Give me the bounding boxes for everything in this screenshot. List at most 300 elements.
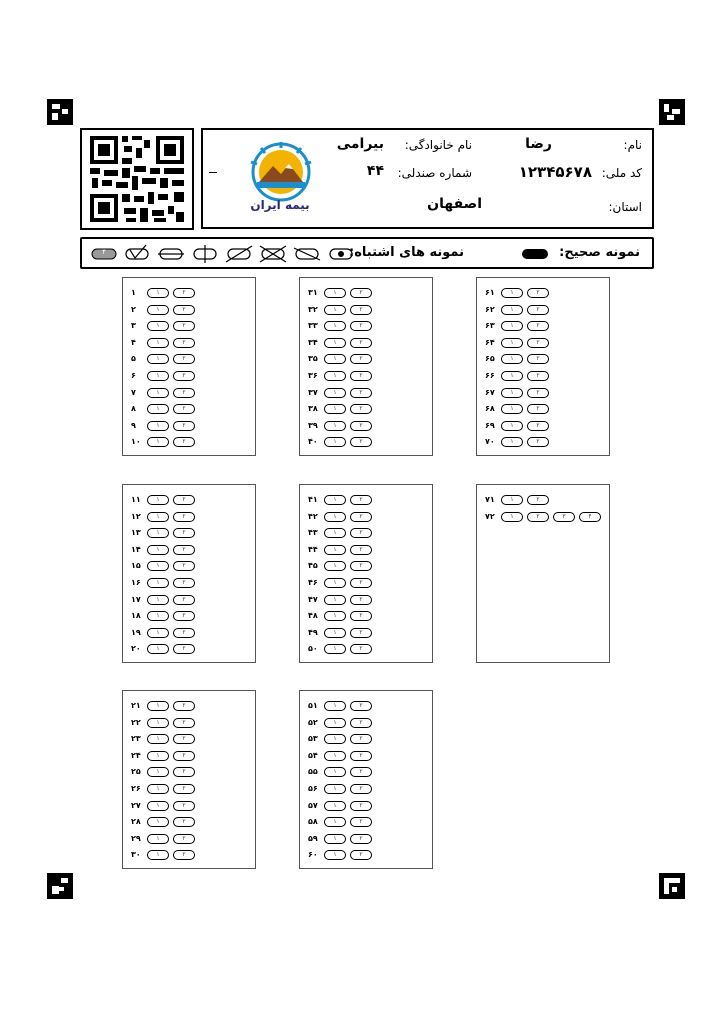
question-number: ۲۵ [131, 767, 141, 777]
question-number: ۵ [131, 354, 136, 364]
question-number: ۱۵ [131, 561, 141, 571]
province-label: استان: [608, 200, 642, 214]
answer-choice-bubble[interactable]: ۱ [147, 734, 169, 744]
answer-choice-bubble[interactable]: ۱ [324, 338, 346, 348]
answer-block [476, 484, 610, 663]
answer-choice-bubble[interactable]: ۱ [501, 371, 523, 381]
answer-row [300, 627, 432, 641]
answer-choice-bubble[interactable]: ۱ [324, 371, 346, 381]
answer-choice-bubble[interactable]: ۱ [501, 321, 523, 331]
answer-choice-bubble[interactable]: ۱ [147, 611, 169, 621]
answer-row [123, 610, 255, 624]
question-number: ۱۷ [131, 594, 141, 604]
answer-block [122, 484, 256, 663]
answer-row [123, 594, 255, 608]
answer-choice-bubble[interactable]: ۱ [324, 354, 346, 364]
wrong-sample-digit: ۴ [102, 248, 106, 256]
answer-choice-bubble[interactable]: ۲ [350, 338, 372, 348]
answer-row [300, 544, 432, 558]
answer-row [300, 733, 432, 747]
wrong-samples-icons [88, 244, 354, 264]
answer-choice-bubble[interactable]: ۱ [324, 437, 346, 447]
answer-choice-bubble[interactable]: ۱ [147, 495, 169, 505]
question-number: ۶۶ [485, 371, 495, 380]
answer-choice-bubble[interactable]: ۲ [350, 354, 372, 364]
answer-choice-bubble[interactable]: ۲ [173, 611, 195, 621]
question-number: ۲۸ [131, 817, 141, 827]
answer-choice-bubble[interactable]: ۲ [527, 371, 549, 381]
answer-block [299, 484, 433, 663]
question-number: ۱۹ [131, 627, 141, 637]
answer-choice-bubble[interactable]: ۲ [173, 751, 195, 761]
answer-row [300, 594, 432, 608]
question-number: ۶۰ [308, 850, 318, 860]
answer-row [300, 717, 432, 731]
answer-choice-bubble[interactable]: ۱ [147, 595, 169, 605]
seat-label: شماره صندلی: [397, 166, 472, 180]
question-number: ۳۸ [308, 404, 318, 414]
name-label: نام: [623, 138, 642, 152]
answer-choice-bubble[interactable]: ۲ [173, 734, 195, 744]
answer-choice-bubble[interactable]: ۲ [173, 595, 195, 605]
answer-row [477, 320, 609, 334]
family-value: بیرامی [336, 136, 384, 152]
answer-choice-bubble[interactable]: ۱ [324, 388, 346, 398]
question-number: ۸ [131, 404, 136, 414]
question-number: ۵۴ [308, 750, 318, 760]
question-number: ۹ [131, 420, 136, 430]
answer-choice-bubble[interactable]: ۲ [350, 388, 372, 398]
question-number: ۱۸ [131, 611, 141, 621]
answer-choice-bubble[interactable]: ۲ [173, 338, 195, 348]
answer-row [300, 610, 432, 624]
answer-choice-bubble[interactable]: ۲ [350, 784, 372, 794]
national-code-value: ۱۲۳۴۵۶۷۸ [518, 163, 592, 181]
question-number: ۷۲ [485, 511, 495, 521]
answer-choice-bubble[interactable]: ۲ [527, 388, 549, 398]
family-label: نام خانوادگی: [404, 138, 472, 152]
corner-marker-bottom-left [47, 873, 73, 899]
question-number: ۳۰ [131, 850, 141, 860]
answer-row [300, 783, 432, 797]
answer-choice-bubble[interactable]: ۲ [173, 528, 195, 538]
answer-choice-bubble[interactable]: ۱ [324, 751, 346, 761]
answer-choice-bubble[interactable]: ۱ [501, 512, 523, 522]
answer-choice-bubble[interactable]: ۱ [501, 288, 523, 298]
question-number: ۴۶ [308, 578, 318, 587]
answer-choice-bubble[interactable]: ۲ [350, 817, 372, 827]
answer-row [123, 577, 255, 591]
answer-choice-bubble[interactable]: ۲ [173, 850, 195, 860]
question-number: ۳۴ [308, 337, 318, 347]
answer-row [123, 643, 255, 657]
answer-choice-bubble[interactable]: ۱ [324, 321, 346, 331]
question-number: ۳۳ [308, 321, 318, 331]
answer-choice-bubble[interactable]: ۲ [527, 421, 549, 431]
answer-choice-bubble[interactable]: ۱ [147, 718, 169, 728]
answer-choice-bubble[interactable]: ۱ [147, 388, 169, 398]
answer-choice-bubble[interactable]: ۱ [147, 578, 169, 588]
question-number: ۴۰ [308, 437, 318, 447]
answer-choice-bubble[interactable]: ۲ [350, 734, 372, 744]
answer-choice-bubble[interactable]: ۱ [324, 545, 346, 555]
answer-choice-bubble[interactable]: ۱ [501, 404, 523, 414]
answer-choice-bubble[interactable]: ۱ [147, 305, 169, 315]
answer-choice-bubble[interactable]: ۱ [324, 512, 346, 522]
answer-choice-bubble[interactable]: ۱ [147, 850, 169, 860]
answer-choice-bubble[interactable]: ۲ [173, 288, 195, 298]
corner-marker-bottom-right [659, 873, 685, 899]
answer-choice-bubble[interactable]: ۲ [350, 437, 372, 447]
answer-choice-bubble[interactable]: ۱ [147, 545, 169, 555]
question-number: ۶۴ [485, 337, 495, 347]
question-number: ۳۵ [308, 354, 318, 364]
answer-choice-bubble[interactable]: ۲ [350, 834, 372, 844]
question-number: ۳ [131, 321, 136, 331]
answer-choice-bubble[interactable]: ۱ [324, 404, 346, 414]
answer-choice-bubble[interactable]: ۲ [173, 701, 195, 711]
question-number: ۱۱ [131, 495, 141, 504]
answer-choice-bubble[interactable]: ۴ [579, 512, 601, 522]
answer-choice-bubble[interactable]: ۱ [324, 578, 346, 588]
answer-choice-bubble[interactable]: ۱ [324, 495, 346, 505]
answer-choice-bubble[interactable]: ۱ [324, 644, 346, 654]
question-number: ۴۹ [308, 627, 318, 637]
answer-row [300, 370, 432, 384]
answer-row [300, 337, 432, 351]
answer-choice-bubble[interactable]: ۱ [147, 834, 169, 844]
answer-choice-bubble[interactable]: ۱ [501, 495, 523, 505]
question-number: ۷ [131, 387, 136, 397]
answer-choice-bubble[interactable]: ۲ [173, 718, 195, 728]
answer-row [123, 287, 255, 301]
answer-choice-bubble[interactable]: ۱ [147, 561, 169, 571]
answer-choice-bubble[interactable]: ۲ [173, 834, 195, 844]
question-number: ۶۲ [485, 304, 495, 314]
answer-choice-bubble[interactable]: ۱ [147, 628, 169, 638]
answer-row [477, 403, 609, 417]
question-number: ۵۰ [308, 644, 318, 654]
answer-choice-bubble[interactable]: ۲ [350, 528, 372, 538]
answer-choice-bubble[interactable]: ۱ [501, 437, 523, 447]
answer-row [123, 436, 255, 450]
answer-choice-bubble[interactable]: ۱ [147, 354, 169, 364]
logo-text: بیمه ایران [250, 198, 310, 212]
question-number: ۶۷ [485, 387, 495, 397]
answer-choice-bubble[interactable]: ۱ [147, 817, 169, 827]
answer-row [300, 800, 432, 814]
answer-choice-bubble[interactable]: ۲ [173, 512, 195, 522]
question-number: ۶۱ [485, 288, 495, 297]
answer-row [123, 833, 255, 847]
corner-marker-top-left [47, 99, 73, 125]
answer-row [477, 287, 609, 301]
marking-legend [80, 237, 654, 269]
answer-choice-bubble[interactable]: ۲ [173, 421, 195, 431]
question-number: ۳۲ [308, 304, 318, 314]
answer-row [123, 304, 255, 318]
answer-choice-bubble[interactable]: ۱ [324, 305, 346, 315]
answer-choice-bubble[interactable]: ۱ [324, 767, 346, 777]
question-number: ۲۹ [131, 833, 141, 843]
answer-choice-bubble[interactable]: ۲ [350, 644, 372, 654]
province-value: اصفهان [427, 196, 482, 212]
answer-row [300, 643, 432, 657]
answer-choice-bubble[interactable]: ۲ [173, 495, 195, 505]
answer-choice-bubble[interactable]: ۲ [350, 321, 372, 331]
answer-choice-bubble[interactable]: ۲ [350, 288, 372, 298]
answer-row [477, 370, 609, 384]
answer-choice-bubble[interactable]: ۱ [324, 817, 346, 827]
answer-choice-bubble[interactable]: ۱ [147, 404, 169, 414]
question-number: ۳۹ [308, 420, 318, 430]
answer-choice-bubble[interactable]: ۲ [173, 767, 195, 777]
question-number: ۱۶ [131, 578, 141, 587]
question-number: ۵۵ [308, 767, 318, 777]
qr-code [80, 128, 194, 230]
student-info-header [201, 128, 654, 229]
answer-row [123, 420, 255, 434]
answer-choice-bubble[interactable]: ۱ [324, 528, 346, 538]
question-number: ۴ [131, 337, 136, 347]
answer-choice-bubble[interactable]: ۱ [147, 801, 169, 811]
question-number: ۶۸ [485, 404, 495, 414]
question-number: ۵۶ [308, 784, 318, 793]
answer-choice-bubble[interactable]: ۲ [527, 338, 549, 348]
answer-choice-bubble[interactable]: ۱ [324, 784, 346, 794]
qr-code-icon [82, 130, 192, 228]
answer-choice-bubble[interactable]: ۲ [350, 561, 372, 571]
question-number: ۱۲ [131, 511, 141, 521]
question-number: ۶۹ [485, 420, 495, 430]
question-number: ۴۴ [308, 544, 318, 554]
question-number: ۲ [131, 304, 136, 314]
question-number: ۲۷ [131, 800, 141, 810]
answer-row [300, 833, 432, 847]
question-number: ۶ [131, 371, 136, 380]
answer-choice-bubble[interactable]: ۱ [147, 437, 169, 447]
answer-choice-bubble[interactable]: ۲ [350, 371, 372, 381]
question-number: ۲۱ [131, 701, 141, 710]
answer-choice-bubble[interactable]: ۱ [147, 528, 169, 538]
question-number: ۵۳ [308, 734, 318, 744]
answer-row [300, 527, 432, 541]
question-number: ۲۶ [131, 784, 141, 793]
answer-row [123, 717, 255, 731]
answer-row [123, 800, 255, 814]
answer-row [477, 511, 609, 525]
answer-row [123, 733, 255, 747]
name-value: رضا [525, 136, 552, 152]
answer-choice-bubble[interactable]: ۲ [527, 404, 549, 414]
question-number: ۱ [131, 288, 136, 297]
answer-choice-bubble[interactable]: ۱ [501, 388, 523, 398]
answer-row [477, 494, 609, 508]
answer-row [123, 527, 255, 541]
answer-choice-bubble[interactable]: ۲ [527, 495, 549, 505]
answer-block [299, 690, 433, 869]
answer-row [123, 700, 255, 714]
answer-choice-bubble[interactable]: ۲ [350, 578, 372, 588]
answer-choice-bubble[interactable]: ۱ [501, 305, 523, 315]
answer-row [300, 436, 432, 450]
answer-choice-bubble[interactable]: ۱ [324, 561, 346, 571]
answer-choice-bubble[interactable]: ۱ [324, 701, 346, 711]
answer-row [477, 420, 609, 434]
question-number: ۴۸ [308, 611, 318, 621]
answer-choice-bubble[interactable]: ۲ [173, 371, 195, 381]
answer-row [300, 387, 432, 401]
answer-choice-bubble[interactable]: ۱ [324, 734, 346, 744]
answer-choice-bubble[interactable]: ۲ [173, 644, 195, 654]
answer-row [300, 700, 432, 714]
answer-choice-bubble[interactable]: ۱ [147, 321, 169, 331]
question-number: ۲۲ [131, 717, 141, 727]
question-number: ۴۵ [308, 561, 318, 571]
question-number: ۲۰ [131, 644, 141, 654]
question-number: ۳۶ [308, 371, 318, 380]
answer-row [123, 320, 255, 334]
answer-choice-bubble[interactable]: ۲ [173, 354, 195, 364]
answer-choice-bubble[interactable]: ۱ [324, 628, 346, 638]
answer-choice-bubble[interactable]: ۲ [173, 437, 195, 447]
answer-row [477, 304, 609, 318]
answer-choice-bubble[interactable]: ۲ [527, 512, 549, 522]
answer-row [123, 387, 255, 401]
answer-choice-bubble[interactable]: ۲ [350, 718, 372, 728]
answer-choice-bubble[interactable]: ۱ [147, 784, 169, 794]
correct-sample-bubble [522, 249, 548, 259]
answer-choice-bubble[interactable]: ۲ [527, 288, 549, 298]
answer-choice-bubble[interactable]: ۱ [501, 421, 523, 431]
question-number: ۳۱ [308, 288, 318, 297]
answer-row [300, 304, 432, 318]
answer-choice-bubble[interactable]: ۲ [173, 817, 195, 827]
answer-choice-bubble[interactable]: ۱ [147, 751, 169, 761]
answer-choice-bubble[interactable]: ۳ [553, 512, 575, 522]
answer-choice-bubble[interactable]: ۲ [350, 701, 372, 711]
answer-choice-bubble[interactable]: ۲ [350, 801, 372, 811]
answer-choice-bubble[interactable]: ۱ [324, 595, 346, 605]
answer-row [300, 577, 432, 591]
answer-choice-bubble[interactable]: ۱ [147, 701, 169, 711]
answer-choice-bubble[interactable]: ۲ [350, 611, 372, 621]
answer-choice-bubble[interactable]: ۲ [173, 404, 195, 414]
answer-row [477, 387, 609, 401]
answer-choice-bubble[interactable]: ۲ [527, 437, 549, 447]
answer-choice-bubble[interactable]: ۱ [147, 338, 169, 348]
answer-row [300, 353, 432, 367]
answer-row [123, 511, 255, 525]
question-number: ۵۱ [308, 701, 318, 710]
answer-choice-bubble[interactable]: ۱ [324, 288, 346, 298]
answer-row [300, 750, 432, 764]
answer-row [123, 816, 255, 830]
question-number: ۵۷ [308, 800, 318, 810]
question-number: ۴۲ [308, 511, 318, 521]
answer-choice-bubble[interactable]: ۲ [350, 767, 372, 777]
answer-row [123, 403, 255, 417]
answer-choice-bubble[interactable]: ۲ [173, 578, 195, 588]
answer-choice-bubble[interactable]: ۲ [527, 321, 549, 331]
answer-row [477, 436, 609, 450]
answer-choice-bubble[interactable]: ۲ [527, 305, 549, 315]
answer-choice-bubble[interactable]: ۲ [350, 751, 372, 761]
answer-choice-bubble[interactable]: ۲ [527, 354, 549, 364]
answer-row [477, 353, 609, 367]
answer-choice-bubble[interactable]: ۱ [147, 421, 169, 431]
answer-choice-bubble[interactable]: ۲ [350, 404, 372, 414]
answer-choice-bubble[interactable]: ۲ [173, 545, 195, 555]
question-number: ۳۷ [308, 387, 318, 397]
answer-choice-bubble[interactable]: ۲ [173, 561, 195, 571]
answer-row [300, 816, 432, 830]
answer-choice-bubble[interactable]: ۲ [350, 850, 372, 860]
answer-choice-bubble[interactable]: ۱ [147, 288, 169, 298]
answer-row [123, 494, 255, 508]
answer-choice-bubble[interactable]: ۲ [173, 801, 195, 811]
answer-row [300, 287, 432, 301]
answer-choice-bubble[interactable]: ۲ [350, 305, 372, 315]
answer-choice-bubble[interactable]: ۲ [350, 628, 372, 638]
answer-choice-bubble[interactable]: ۱ [324, 718, 346, 728]
answer-choice-bubble[interactable]: ۱ [324, 834, 346, 844]
answer-choice-bubble[interactable]: ۲ [350, 512, 372, 522]
question-number: ۵۸ [308, 817, 318, 827]
answer-choice-bubble[interactable]: ۲ [350, 595, 372, 605]
answer-choice-bubble[interactable]: ۱ [147, 512, 169, 522]
answer-choice-bubble[interactable]: ۲ [173, 628, 195, 638]
answer-choice-bubble[interactable]: ۱ [501, 354, 523, 364]
answer-row [123, 766, 255, 780]
question-number: ۱۳ [131, 528, 141, 538]
question-number: ۴۱ [308, 495, 318, 504]
answer-choice-bubble[interactable]: ۲ [350, 545, 372, 555]
answer-row [477, 337, 609, 351]
answer-choice-bubble[interactable]: ۲ [173, 305, 195, 315]
answer-row [300, 560, 432, 574]
answer-row [300, 420, 432, 434]
answer-row [300, 403, 432, 417]
answer-row [123, 627, 255, 641]
answer-row [123, 337, 255, 351]
answer-choice-bubble[interactable]: ۲ [173, 321, 195, 331]
answer-choice-bubble[interactable]: ۱ [501, 338, 523, 348]
answer-choice-bubble[interactable]: ۱ [147, 644, 169, 654]
answer-choice-bubble[interactable]: ۱ [147, 767, 169, 777]
answer-choice-bubble[interactable]: ۲ [350, 495, 372, 505]
answer-row [300, 494, 432, 508]
wrong-samples-label: نمونه های اشتباه: [349, 245, 464, 260]
corner-marker-top-right [659, 99, 685, 125]
seat-value: ۴۴ [366, 163, 384, 179]
answer-row [300, 849, 432, 863]
answer-choice-bubble[interactable]: ۲ [173, 784, 195, 794]
answer-choice-bubble[interactable]: ۱ [147, 371, 169, 381]
correct-sample-label: نمونه صحیح: [559, 245, 640, 260]
answer-row [123, 353, 255, 367]
answer-row [123, 370, 255, 384]
answer-choice-bubble[interactable]: ۲ [173, 388, 195, 398]
answer-block [299, 277, 433, 456]
answer-choice-bubble[interactable]: ۱ [324, 421, 346, 431]
answer-choice-bubble[interactable]: ۱ [324, 611, 346, 621]
question-number: ۵۹ [308, 833, 318, 843]
national-code-label: کد ملی: [601, 166, 642, 180]
answer-choice-bubble[interactable]: ۱ [324, 801, 346, 811]
answer-choice-bubble[interactable]: ۱ [324, 850, 346, 860]
answer-choice-bubble[interactable]: ۲ [350, 421, 372, 431]
